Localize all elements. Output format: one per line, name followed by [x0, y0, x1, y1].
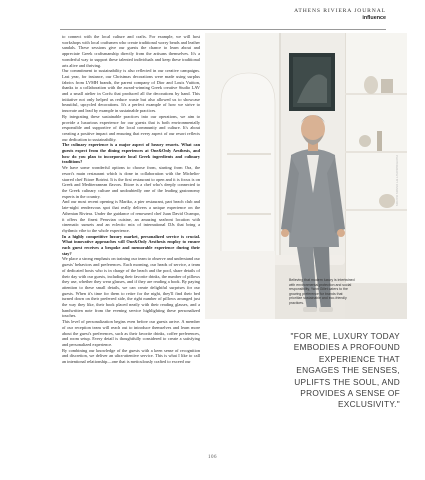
- body-paragraph: And our most recent opening is Mariko, a pier restaurant, part beach club and late-night rendezvous spot that really delivers a unique experience on the Athenian Riviera. Under the guidance of renowned chef Juan David Ocampo, it offers the finest Peruvian cuisine, an amazing seafront location with cinematic sunsets and an eclectic mix of international DJs that bring a rhythmic vibe to the whole experience.: [62, 199, 200, 233]
- pull-quote: "FOR ME, LUXURY TODAY EMBODIES A PROFOUND EXPERIENCE THAT ENGAGES THE SENSES, UPLIFTS THE SOUL, AND PROVIDES A SENSE OF EXCLUSIVITY.": [290, 331, 400, 410]
- body-paragraph: By combining our knowledge of the guests with a keen sense of recognition and discretion, we deliver an ultra-attentive service. This is what I like to call an intentional relationship—one that is meticulously crafted to exceed our: [62, 347, 200, 365]
- interior-portrait-illustration: [205, 33, 407, 319]
- interview-question: In a highly competitive luxury market, personalized service is crucial. What innovative approaches will One&Only Aesthesis employ to ensure each guest receives a bespoke and memorable experience during their stay?: [62, 233, 200, 256]
- body-paragraph: By integrating these sustainable practices into our operations, we aim to provide a luxurious experience for our guests that is both environmentally responsible and supportive of the local community and culture. It's about creating a positive impact and ensuring that every aspect of our resort reflects our dedication to sustainability.: [62, 113, 200, 142]
- article-body-column: [62, 34, 200, 365]
- section-name: influence: [362, 15, 386, 21]
- page-number: 106: [208, 455, 217, 460]
- body-paragraph: This level of personalization begins even before our guests arrive. A member of our reception team will reach out to introduce themselves and learn more about the guest's preferences, such as their favorite drinks, coffee preferences, and room setup. Every detail is thoughtfully considered to create a satisfying and personalized experience.: [62, 319, 200, 347]
- portrait-photo: [205, 33, 407, 319]
- body-paragraph: We place a strong emphasis on training our team to observe and understand our guests' behaviors and preferences. Each morning, our heads of service, a team of dedicated hosts who is in charge of the beach and the pool, share details of their day with our guests, including their favorite drinks, the number of pillows they use, whether they wear glasses, and if they are reading a book. By paying attention to these small details, we can create delightful surprises for our guests. When it's time for them to retire for the night, they'll find their bed turned down on their preferred side, the right number of pillows arranged just the way they like, their book placed neatly with their reading glasses, and a handwritten note from the evening service highlighting these personalized touches.: [62, 256, 201, 319]
- body-paragraph: We have some wonderful options to choose from, starting from Ora, the resort's main restaurant which is done in collaboration with the Michelin-starred chef Ettore Botrini. It is the first restaurant to open and it is focus is on Greek and Mediterranean flavors. Ettore is a chef who's deeply connected to the Greek culinary culture and undoubtedly one of the leading gastronomy experts in the country.: [62, 165, 200, 199]
- interview-question: The culinary experience is a major aspect of luxury resorts. What can guests expect from the dining experiences at One&Only Aesthesis, and how do you plan to incorporate local Greek ingredients and culinary traditions?: [62, 142, 200, 165]
- photo-caption: Believing that modern luxury is intertwined with environmental protection and social responsibility, Yann Gillet caters to the growing preference for brands that prioritize sustainable and eco-friendly practices.: [289, 278, 355, 305]
- masthead: [200, 8, 386, 21]
- photo-credit: PHOTOGRAPHY BY PANOS DAVIOS: [395, 155, 399, 207]
- publication-name: ATHENS RIVIERA JOURNAL: [294, 8, 386, 14]
- body-paragraph: Our commitment to sustainability is also reflected in our creative campaigns. Last year, for instance, our Christmas decorations were made using surplus fabrics from LVMH brands, the parent company of Dior and Louis Vuitton, thanks to a collaboration with the award-winning Greek creative Studio LAV and a small atelier in Corfu that produced all the decorations by hand. This initiative not only helped us reduce waste but also allowed us to showcase beautiful, upcycled decorations. It's a perfect example of how we strive to innovate and lead by example in sustainable practices.: [62, 68, 200, 114]
- body-paragraph: to connect with the local culture and crafts. For example, we will host workshops with local craftsmen who create traditional worry beads and leather sandals. These sessions give our guests the chance to learn about and appreciate Greek craftsmanship directly from the artisans themselves. It's a wonderful way to support these talented individuals and keep these traditional arts alive and thriving.: [62, 34, 200, 68]
- header-rule: [60, 29, 386, 30]
